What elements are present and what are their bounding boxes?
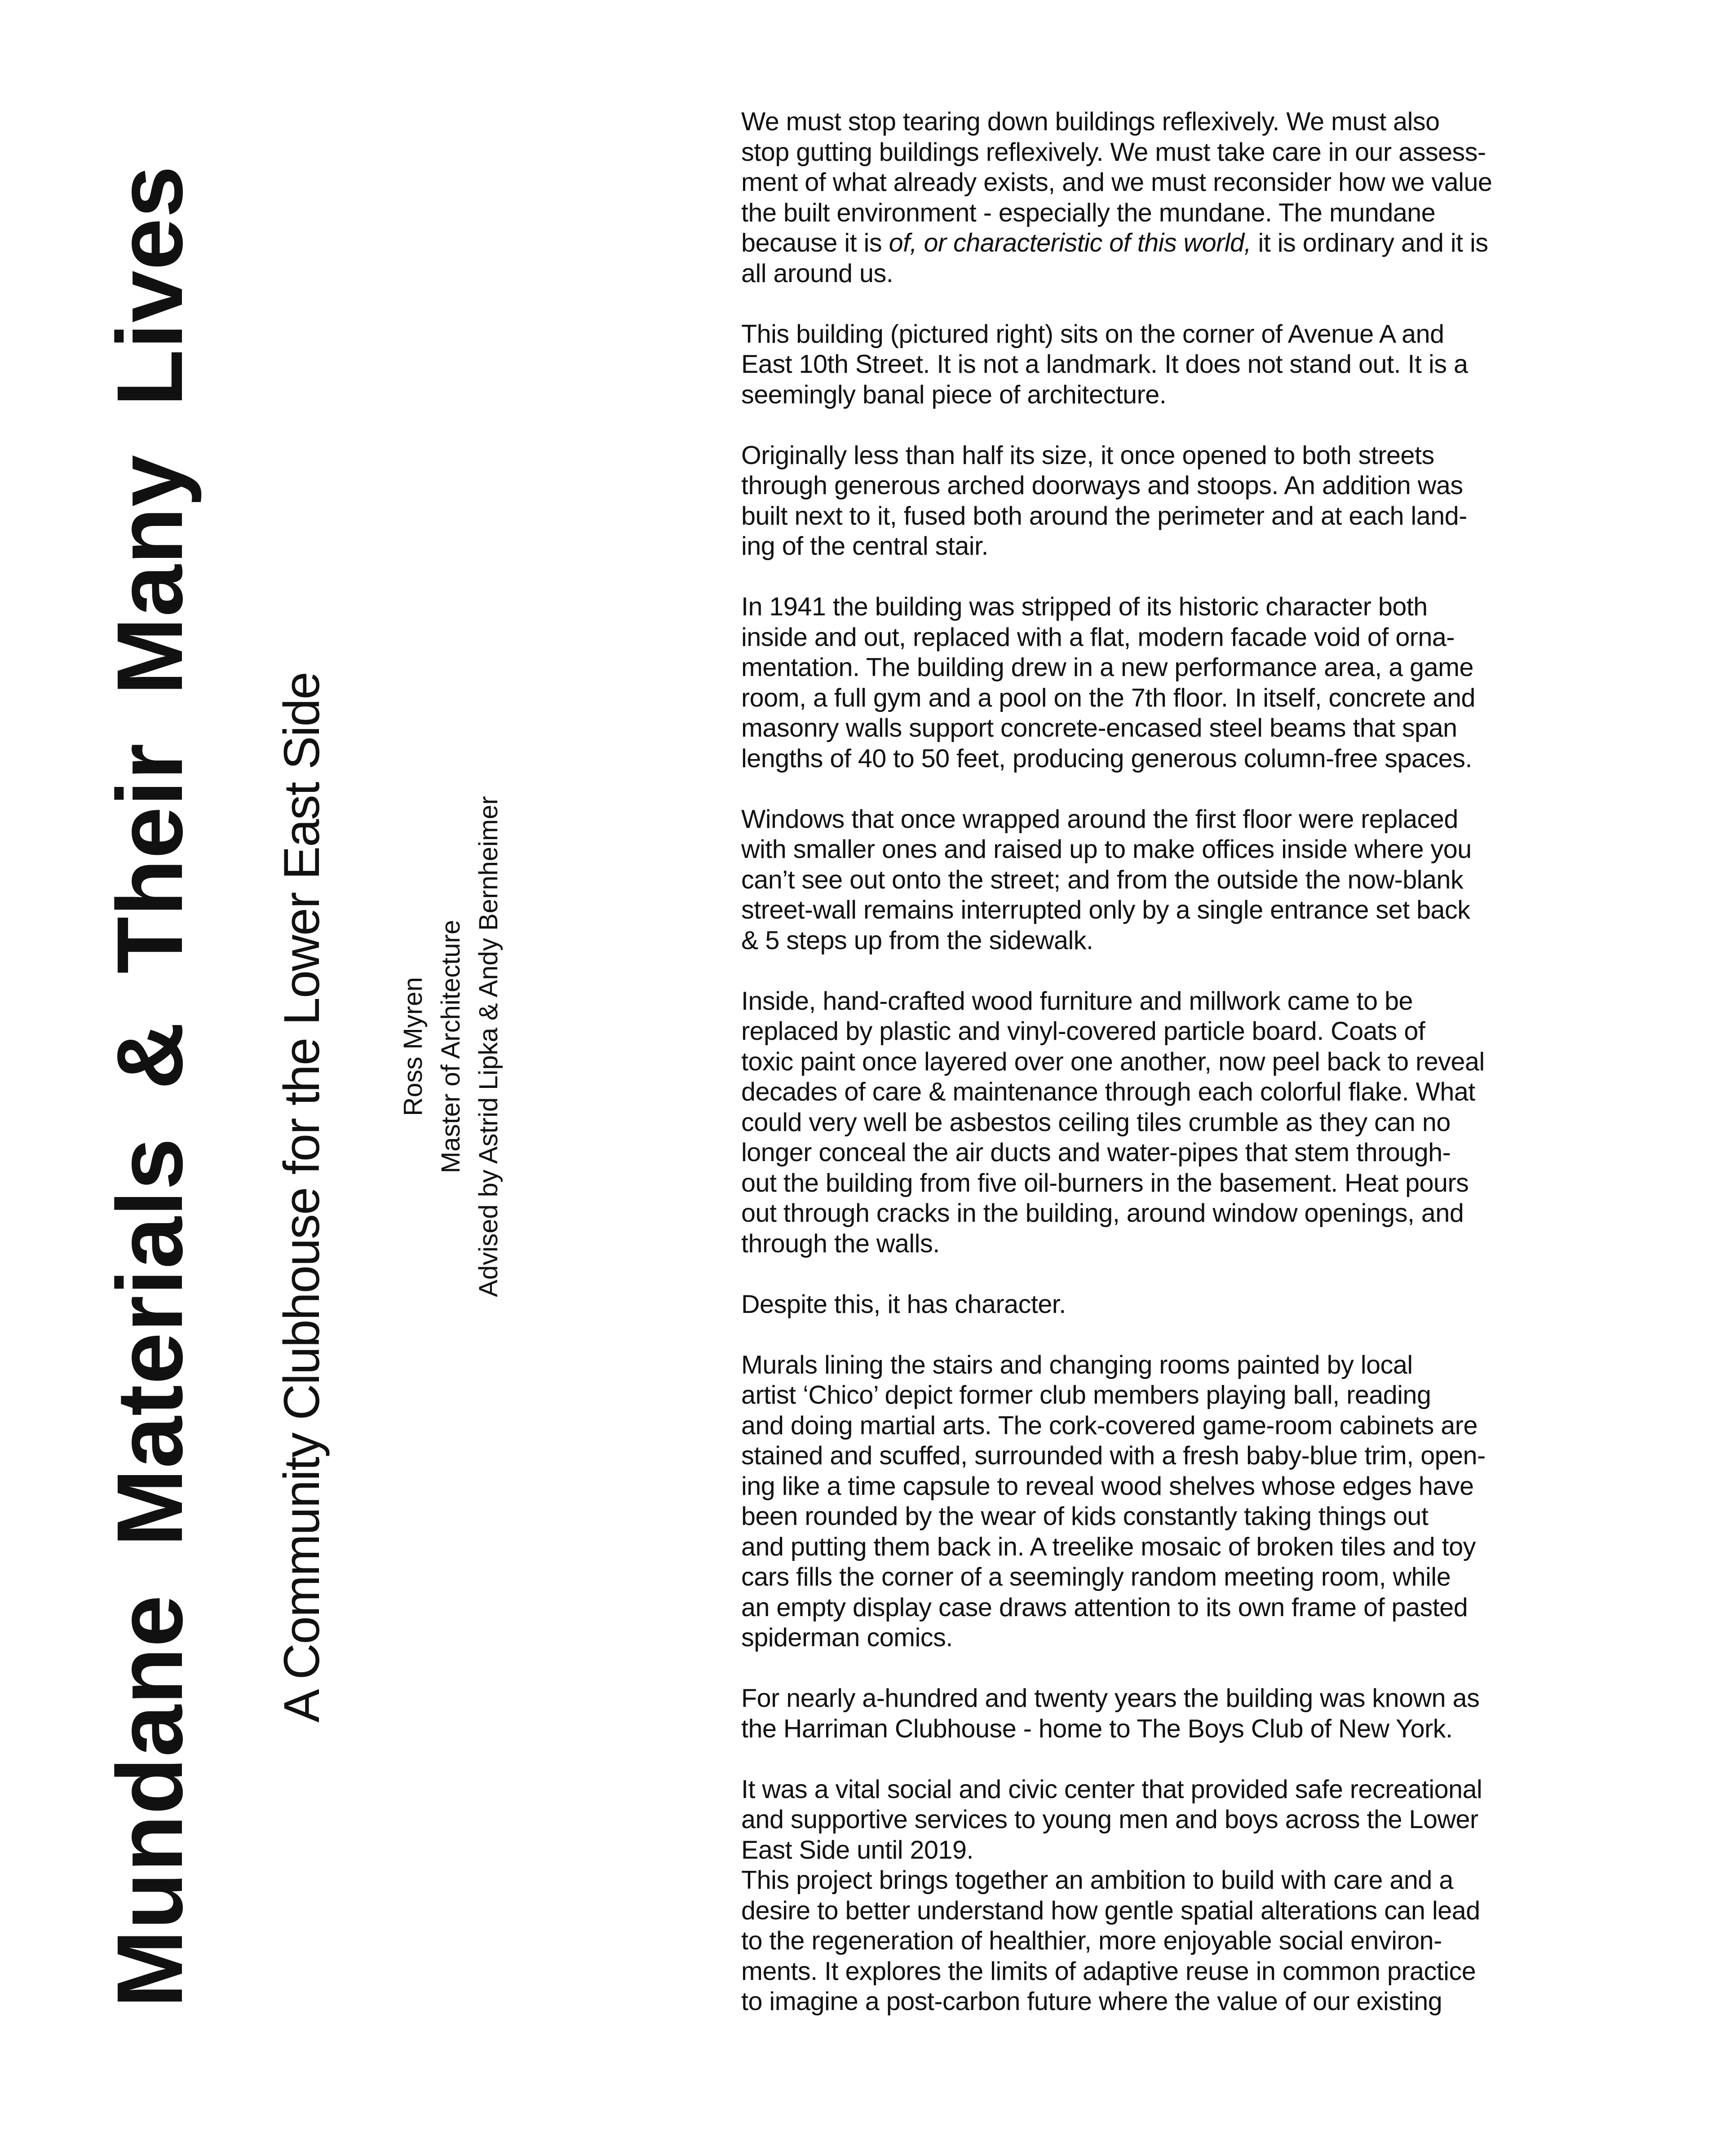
text-line: This building (pictured right) sits on the corner of Avenue A and — [741, 319, 1444, 349]
italic-definition: of, or characteristic of this world, — [889, 229, 1252, 257]
text-line: replaced by plastic and vinyl-covered particle board. Coats of — [741, 1017, 1425, 1046]
text-line: Inside, hand-crafted wood furniture and millwork came to be — [741, 986, 1413, 1016]
text-line: room, a full gym and a pool on the 7th floor. In itself, concrete and — [741, 683, 1475, 712]
page-title: Mundane Materials & Their Many Lives — [98, 165, 202, 2008]
text-line: stop gutting buildings reflexively. We must take care in our assess- — [741, 137, 1486, 167]
text-line: ment of what already exists, and we must reconsider how we value — [741, 168, 1492, 197]
text-line: masonry walls support concrete-encased steel beams that span — [741, 714, 1457, 742]
text-line: built next to it, fused both around the perimeter and at each land- — [741, 501, 1467, 530]
text-line: street-wall remains interrupted only by a single entrance set back — [741, 896, 1470, 924]
text-line: out through cracks in the building, around window openings, and — [741, 1199, 1464, 1228]
text-line: can’t see out onto the street; and from the outside the now-blank — [741, 865, 1464, 894]
text-line: inside and out, replaced with a flat, modern facade void of orna- — [741, 623, 1455, 652]
text-line: could very well be asbestos ceiling tiles crumble as they can no — [741, 1108, 1451, 1137]
text-line: toxic paint once layered over one another, now peel back to reveal — [741, 1047, 1485, 1076]
paragraph-2 — [741, 319, 1534, 411]
text-line: to imagine a post-carbon future where the value of our existing — [741, 1987, 1442, 2016]
text-line: all around us. — [741, 259, 893, 288]
text-line: and supportive services to young men and boys across the Lower — [741, 1805, 1478, 1834]
text-line: artist ‘Chico’ depict former club members playing ball, reading — [741, 1381, 1431, 1409]
text-line: an empty display case draws attention to its own frame of pasted — [741, 1593, 1468, 1622]
paragraph-9 — [741, 1683, 1534, 1744]
text-line: seemingly banal piece of architecture. — [741, 380, 1167, 409]
text-line: & 5 steps up from the sidewalk. — [741, 926, 1093, 955]
body-text — [741, 107, 1534, 2017]
text-line: the Harriman Clubhouse - home to The Boys Club of New York. — [741, 1714, 1453, 1743]
paragraph-5 — [741, 804, 1534, 956]
paragraph-3 — [741, 441, 1534, 562]
text-line: For nearly a-hundred and twenty years the building was known as — [741, 1684, 1480, 1713]
text-line: It was a vital social and civic center that provided safe recreational — [741, 1775, 1482, 1804]
paragraph-4 — [741, 592, 1534, 774]
paragraph-1 — [741, 107, 1534, 289]
paragraph-6 — [741, 986, 1534, 1259]
paragraph-10 — [741, 1775, 1534, 2017]
page-subtitle: A Community Clubhouse for the Lower East Side — [274, 672, 330, 1723]
text-line: East 10th Street. It is not a landmark. It does not stand out. It is a — [741, 350, 1468, 379]
credits-block — [394, 737, 508, 1356]
text-line: and putting them back in. A treelike mosaic of broken tiles and toy — [741, 1532, 1476, 1561]
paragraph-8 — [741, 1350, 1534, 1653]
text-line: ing like a time capsule to reveal wood shelves whose edges have — [741, 1471, 1474, 1501]
advisors-line: Advised by Astrid Lipka & Andy Bernheimer — [474, 796, 503, 1297]
text-line: with smaller ones and raised up to make offices inside where you — [741, 835, 1472, 864]
text-line: ments. It explores the limits of adaptive reuse in common practice — [741, 1957, 1476, 1986]
text-run: because it is — [741, 229, 889, 257]
text-line: East Side until 2019. — [741, 1835, 973, 1864]
text-line: to the regeneration of healthier, more enjoyable social environ- — [741, 1926, 1442, 1955]
text-run: it is ordinary and it is — [1251, 229, 1488, 257]
text-line: the built environment - especially the mundane. The mundane — [741, 198, 1436, 227]
text-line: We must stop tearing down buildings reflexively. We must also — [741, 107, 1440, 136]
text-line: Originally less than half its size, it once opened to both streets — [741, 441, 1434, 470]
text-line: Murals lining the stairs and changing rooms painted by local — [741, 1350, 1413, 1379]
text-line: mentation. The building drew in a new performance area, a game — [741, 653, 1474, 682]
text-line: lengths of 40 to 50 feet, producing generous column-free spaces. — [741, 744, 1472, 773]
text-line: been rounded by the wear of kids constantly taking things out — [741, 1502, 1429, 1531]
text-line: desire to better understand how gentle spatial alterations can lead — [741, 1896, 1480, 1925]
text-line: out the building from five oil-burners in the basement. Heat pours — [741, 1168, 1469, 1197]
text-line: This project brings together an ambition to build with care and a — [741, 1866, 1453, 1895]
text-line: ing of the central stair. — [741, 532, 989, 561]
text-line: In 1941 the building was stripped of its historic character both — [741, 592, 1428, 621]
text-line: spiderman comics. — [741, 1623, 953, 1652]
text-line: stained and scuffed, surrounded with a fresh baby-blue trim, open- — [741, 1441, 1486, 1470]
text-line: decades of care & maintenance through each colorful flake. What — [741, 1078, 1475, 1106]
text-line: and doing martial arts. The cork-covered game-room cabinets are — [741, 1411, 1477, 1440]
paragraph-7 — [741, 1290, 1534, 1320]
text-line — [741, 228, 1534, 259]
text-line: Windows that once wrapped around the first floor were replaced — [741, 804, 1458, 834]
author-name: Ross Myren — [398, 977, 428, 1116]
text-line: Despite this, it has character. — [741, 1290, 1066, 1319]
text-line: cars fills the corner of a seemingly random meeting room, while — [741, 1563, 1451, 1591]
text-line: through generous arched doorways and stoops. An addition was — [741, 471, 1463, 500]
text-line: through the walls. — [741, 1229, 940, 1258]
degree-line: Master of Architecture — [436, 919, 465, 1174]
text-line: longer conceal the air ducts and water-pipes that stem through- — [741, 1138, 1451, 1167]
